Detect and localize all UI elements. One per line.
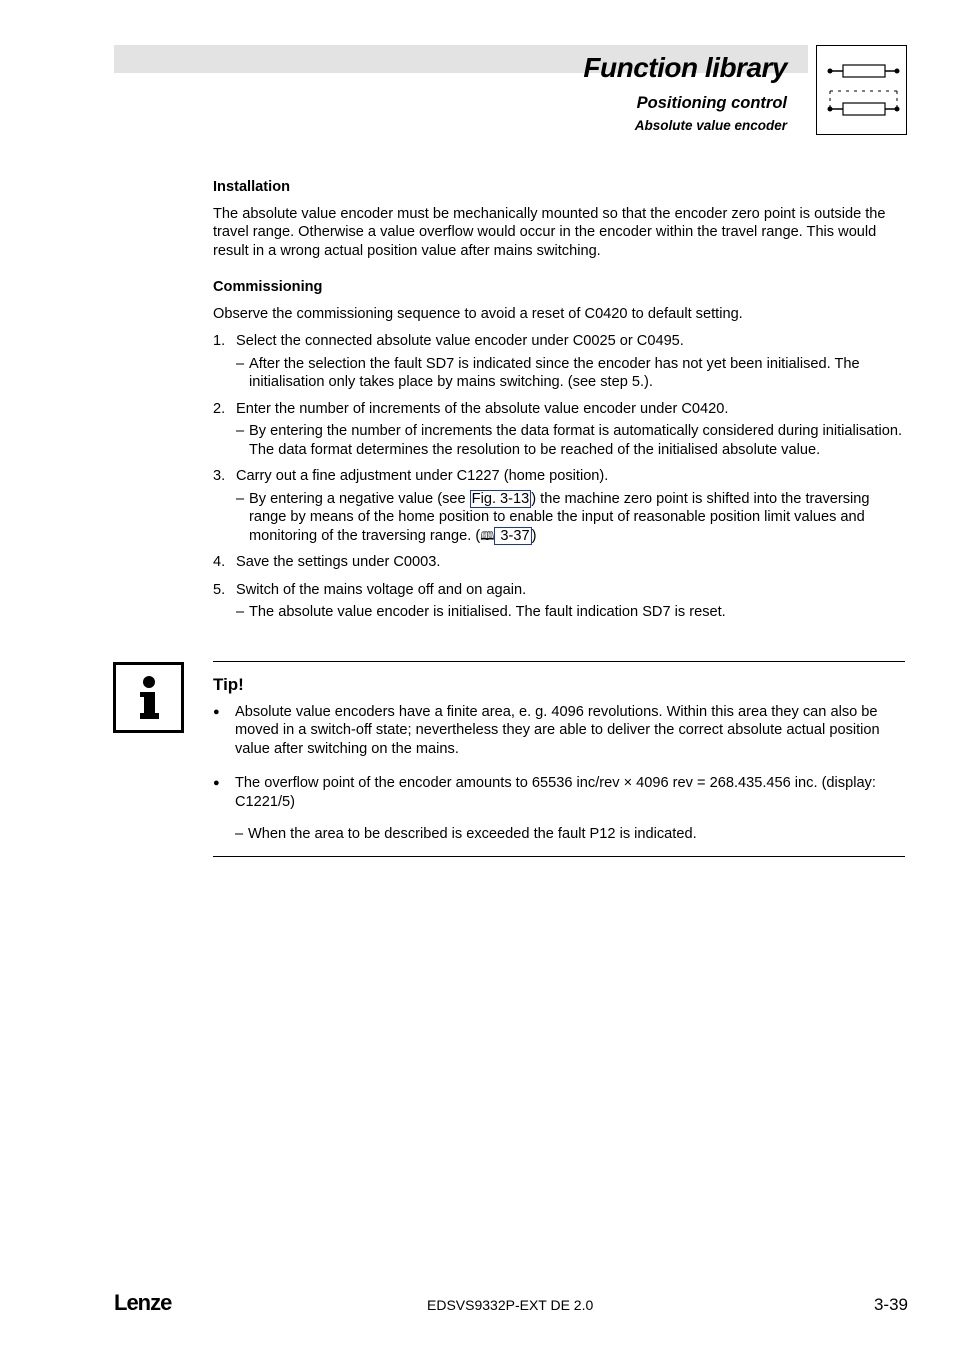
step-note-text: The absolute value encoder is initialised. The fault indication SD7 is reset. xyxy=(249,604,726,620)
subsection-title: Absolute value encoder xyxy=(634,118,787,133)
dash-marker: – xyxy=(236,490,245,507)
step-5 xyxy=(213,581,910,600)
tip-box xyxy=(213,676,905,844)
brand-logo: Lenze xyxy=(114,1290,172,1315)
document-id: EDSVS9332P-EXT DE 2.0 xyxy=(427,1297,594,1313)
dash-marker: – xyxy=(236,423,245,439)
step-number: 1. xyxy=(213,333,226,349)
tip-bullet-text: Absolute value encoders have a finite area, e. g. 4096 revolutions. Within this area they can also be moved in a switch-off state; nevertheless they are able to deliver the correct absolute actual position value after switching on the mains. xyxy=(235,703,880,757)
figure-link[interactable]: Fig. 3-13 xyxy=(471,490,530,507)
bullet-icon: ● xyxy=(213,705,220,718)
tip-title: Tip! xyxy=(213,675,244,694)
page-link[interactable]: 3-37 xyxy=(496,527,530,544)
commissioning-intro: Observe the commissioning sequence to avoid a reset of C0420 to default setting. xyxy=(213,305,743,322)
step-note-text: After the selection the fault SD7 is indicated since the encoder has not yet been initialised. The initialisation only takes place by mains switching. (see step 5.). xyxy=(249,355,860,390)
step-3 xyxy=(213,467,910,486)
tip-note-text: When the area to be described is exceeded the fault P12 is indicated. xyxy=(248,826,697,842)
step-number: 4. xyxy=(213,554,226,570)
step-text: Carry out a fine adjustment under C1227 (home position). xyxy=(236,468,609,484)
note-text-b: ) the machine zero point is shifted into the traversing range by means of the home position to enable the input of reasonable position limit values and monitoring of the traversing range. ( xyxy=(249,490,870,544)
step-2 xyxy=(213,400,910,419)
step-text: Switch of the mains voltage off and on again. xyxy=(236,581,527,598)
function-block-diagram-icon xyxy=(816,45,907,135)
step-number: 5. xyxy=(213,581,226,598)
dash-marker: – xyxy=(236,355,245,372)
step-4 xyxy=(213,553,910,572)
page-title: Function library xyxy=(583,52,787,83)
tip-divider-top xyxy=(213,661,905,662)
step-text: Save the settings under C0003. xyxy=(236,554,441,570)
tip-divider-bottom xyxy=(213,856,905,857)
tip-bullet xyxy=(213,774,905,811)
installation-text: The absolute value encoder must be mechanically mounted so that the encoder zero point is outside the travel range. Otherwise a value overflow would occur in the encoder within the travel range. This would result in a wrong actual position value after mains switching. xyxy=(213,205,886,259)
page-number: 3-39 xyxy=(873,1295,908,1314)
main-content xyxy=(213,178,910,630)
note-text-c: ) xyxy=(531,527,537,544)
step-3-note xyxy=(236,490,910,546)
step-note-text: By entering the number of increments the data format is automatically considered during initialisation. The data format determines the resolution to be reached of the initialised absolute value. xyxy=(249,423,903,458)
step-number: 2. xyxy=(213,400,226,417)
tip-bullet-text: The overflow point of the encoder amounts to 65536 inc/rev × 4096 rev = 268.435.456 inc. (display: C1221/5) xyxy=(235,775,876,810)
step-number: 3. xyxy=(213,468,226,484)
section-title: Positioning control xyxy=(636,94,787,112)
dash-marker: – xyxy=(236,604,245,620)
step-5-note xyxy=(236,603,910,622)
step-text: Select the connected absolute value encoder under C0025 or C0495. xyxy=(236,333,684,349)
info-icon xyxy=(113,662,184,733)
step-1 xyxy=(213,332,910,351)
commissioning-heading: Commissioning xyxy=(213,279,323,295)
step-note-text xyxy=(249,490,910,546)
dash-marker: – xyxy=(235,826,244,842)
step-2-note xyxy=(236,422,910,459)
book-icon: 🕮 xyxy=(480,528,495,543)
step-text: Enter the number of increments of the absolute value encoder under C0420. xyxy=(236,400,729,417)
installation-heading: Installation xyxy=(213,179,291,195)
tip-bullet xyxy=(213,703,905,759)
step-1-note xyxy=(236,355,910,392)
bullet-icon: ● xyxy=(213,777,220,789)
tip-note xyxy=(235,825,905,844)
note-text-a: By entering a negative value (see xyxy=(249,490,470,507)
